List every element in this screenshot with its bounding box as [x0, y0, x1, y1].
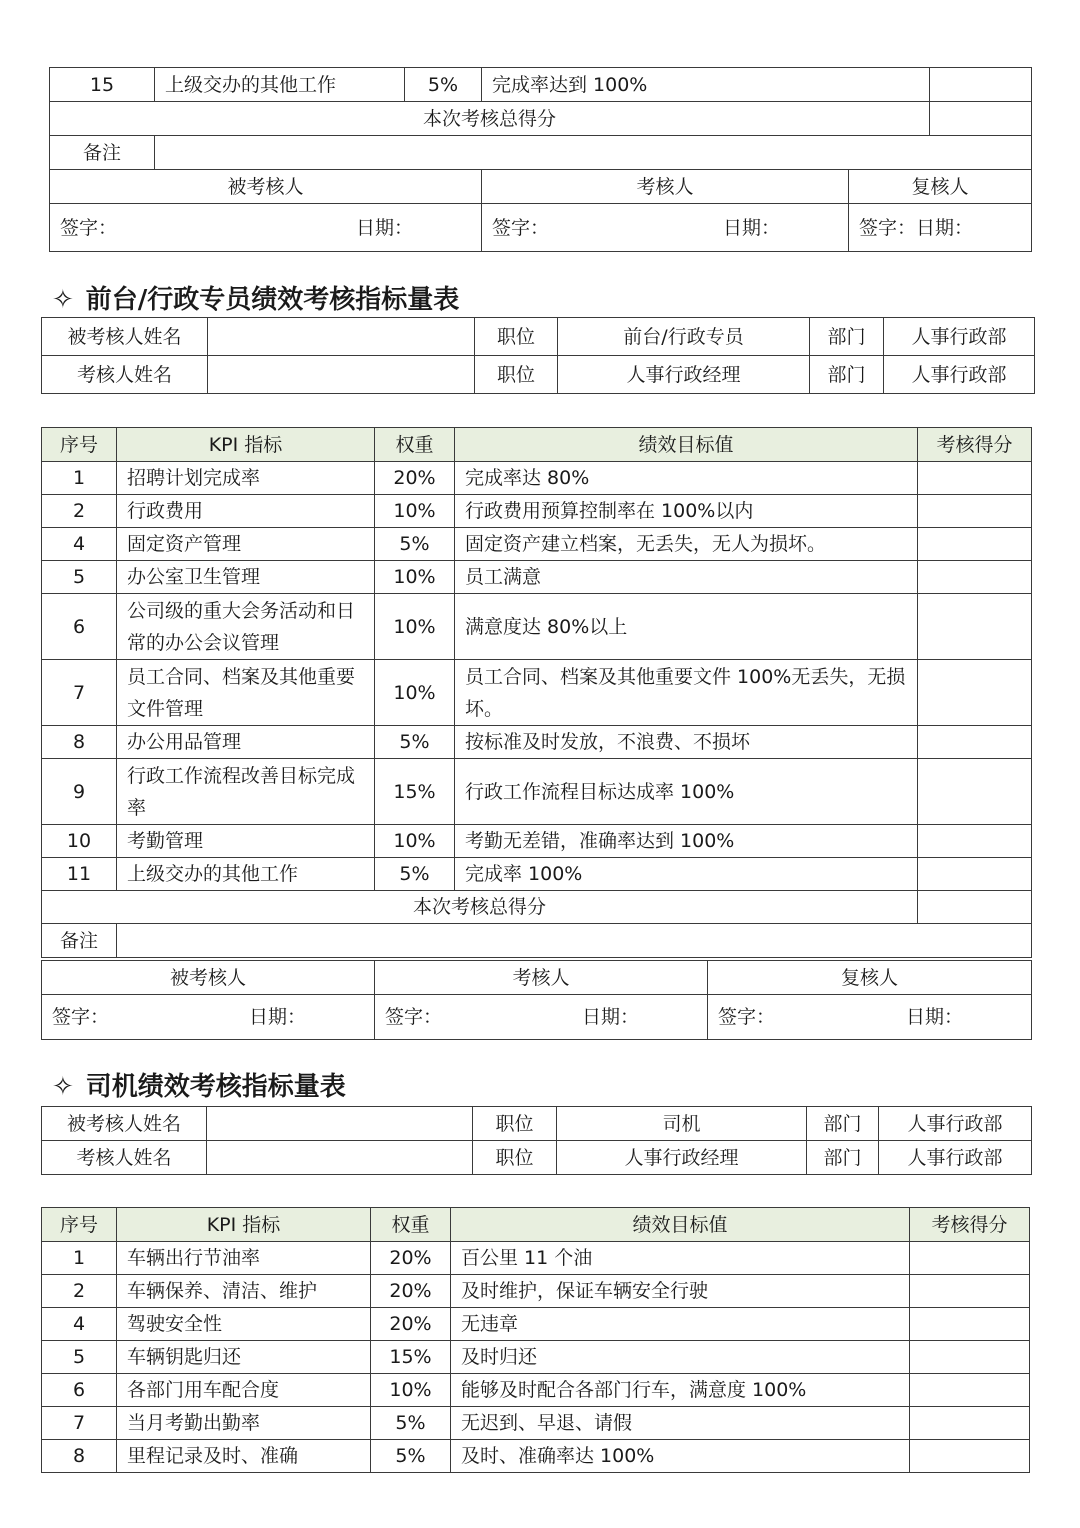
row-score[interactable]: [918, 759, 1032, 825]
row-target: 按标准及时发放，不浪费、不损坏: [455, 726, 918, 759]
row-kpi: 办公用品管理: [117, 726, 375, 759]
row-kpi: 驾驶安全性: [117, 1308, 371, 1341]
row-no: 2: [42, 495, 117, 528]
row-kpi: 考勤管理: [117, 825, 375, 858]
table-row: [42, 561, 1032, 594]
section-title-front-desk: [52, 283, 459, 317]
row-target: 固定资产建立档案，无丢失，无人为损坏。: [455, 528, 918, 561]
date-label: 日期：: [248, 1006, 306, 1028]
table-row: [42, 1440, 1030, 1473]
position-label: 职位: [473, 1107, 557, 1141]
row-no: 7: [42, 660, 117, 726]
sign-label: 签字：: [60, 216, 118, 239]
row-target: 完成率 100%: [455, 858, 918, 891]
total-score-value[interactable]: [918, 891, 1032, 924]
row-target: 完成率达到 100%: [482, 68, 930, 102]
previous-kpi-table-tail: [49, 67, 1032, 252]
appraiser-name-label: 考核人姓名: [42, 356, 208, 394]
col-header-weight: 权重: [371, 1208, 451, 1242]
sign-header-reviewer: 复核人: [708, 961, 1032, 995]
date-label: 日期：: [581, 1006, 639, 1028]
row-kpi: 车辆钥匙归还: [117, 1341, 371, 1374]
row-weight: 5%: [405, 68, 482, 102]
row-no: 6: [42, 1374, 117, 1407]
row-score[interactable]: [918, 528, 1032, 561]
row-weight: 5%: [371, 1440, 451, 1473]
row-kpi: 公司级的重大会务活动和日常的办公会议管理: [117, 594, 375, 660]
row-kpi: 固定资产管理: [117, 528, 375, 561]
row-no: 2: [42, 1275, 117, 1308]
row-weight: 5%: [375, 726, 455, 759]
row-score[interactable]: [918, 561, 1032, 594]
front-desk-info-table: [41, 317, 1035, 394]
date-label: 日期：: [722, 216, 780, 239]
appraiser-name-field[interactable]: [208, 356, 475, 394]
appraisee-name-field[interactable]: [208, 318, 475, 356]
col-header-score: 考核得分: [910, 1208, 1030, 1242]
row-kpi: 车辆保养、清洁、维护: [117, 1275, 371, 1308]
date-label: 日期：: [905, 1006, 963, 1028]
section-title-text: 司机绩效考核指标量表: [85, 1072, 346, 1102]
row-target: 无迟到、早退、请假: [451, 1407, 910, 1440]
row-kpi: 上级交办的其他工作: [117, 858, 375, 891]
row-weight: 10%: [375, 495, 455, 528]
total-score-label: 本次考核总得分: [50, 102, 930, 136]
row-weight: 10%: [375, 825, 455, 858]
row-score[interactable]: [930, 68, 1032, 102]
row-score[interactable]: [910, 1341, 1030, 1374]
row-weight: 10%: [375, 561, 455, 594]
department-label: 部门: [810, 356, 884, 394]
appraiser-name-label: 考核人姓名: [42, 1141, 207, 1175]
table-row: [42, 594, 1032, 660]
row-no: 1: [42, 1242, 117, 1275]
row-kpi: 办公室卫生管理: [117, 561, 375, 594]
driver-info-table: [41, 1106, 1032, 1175]
department-label: 部门: [810, 318, 884, 356]
row-no: 6: [42, 594, 117, 660]
sparkle-icon: ✧: [52, 285, 74, 315]
row-no: 9: [42, 759, 117, 825]
row-weight: 15%: [371, 1341, 451, 1374]
row-score[interactable]: [918, 495, 1032, 528]
date-label: 日期：: [916, 216, 974, 239]
row-weight: 20%: [371, 1242, 451, 1275]
row-target: 员工合同、档案及其他重要文件 100%无丢失，无损坏。: [455, 660, 918, 726]
row-target: 行政工作流程目标达成率 100%: [455, 759, 918, 825]
table-row: [50, 68, 1032, 102]
row-no: 11: [42, 858, 117, 891]
table-row: [42, 726, 1032, 759]
table-row: [42, 1374, 1030, 1407]
row-target: 员工满意: [455, 561, 918, 594]
appraisee-name-label: 被考核人姓名: [42, 1107, 207, 1141]
front-desk-kpi-table: [41, 427, 1032, 958]
row-weight: 10%: [371, 1374, 451, 1407]
sign-label: 签字：: [385, 1006, 443, 1028]
department-value: 人事行政部: [884, 356, 1035, 394]
sign-header-appraiser: 考核人: [482, 170, 849, 204]
row-kpi: 招聘计划完成率: [117, 462, 375, 495]
sign-header-appraisee: 被考核人: [50, 170, 482, 204]
position-value: 司机: [557, 1107, 807, 1141]
row-score[interactable]: [918, 858, 1032, 891]
table-row: [42, 495, 1032, 528]
remark-field[interactable]: [155, 136, 1032, 170]
department-value: 人事行政部: [879, 1141, 1032, 1175]
col-header-target: 绩效目标值: [451, 1208, 910, 1242]
row-target: 考勤无差错，准确率达到 100%: [455, 825, 918, 858]
row-target: 无违章: [451, 1308, 910, 1341]
row-weight: 20%: [371, 1275, 451, 1308]
driver-kpi-table: [41, 1207, 1030, 1473]
sign-label: 签字：: [52, 1006, 110, 1028]
row-no: 7: [42, 1407, 117, 1440]
row-kpi: 行政费用: [117, 495, 375, 528]
row-no: 10: [42, 825, 117, 858]
row-target: 百公里 11 个油: [451, 1242, 910, 1275]
sign-cell-appraiser[interactable]: [375, 995, 708, 1040]
row-kpi: 员工合同、档案及其他重要文件管理: [117, 660, 375, 726]
row-kpi: 车辆出行节油率: [117, 1242, 371, 1275]
sign-header-appraisee: 被考核人: [42, 961, 375, 995]
position-value: 前台/行政专员: [558, 318, 810, 356]
table-row: [42, 462, 1032, 495]
col-header-no: 序号: [42, 428, 117, 462]
remark-label: 备注: [50, 136, 155, 170]
table-row: [42, 528, 1032, 561]
row-weight: 20%: [375, 462, 455, 495]
position-label: 职位: [475, 356, 558, 394]
row-weight: 15%: [375, 759, 455, 825]
position-label: 职位: [473, 1141, 557, 1175]
row-no: 4: [42, 528, 117, 561]
row-weight: 5%: [375, 858, 455, 891]
row-score[interactable]: [918, 462, 1032, 495]
position-value: 人事行政经理: [557, 1141, 807, 1175]
row-score[interactable]: [910, 1374, 1030, 1407]
department-value: 人事行政部: [879, 1107, 1032, 1141]
row-target: 满意度达 80%以上: [455, 594, 918, 660]
row-no: 4: [42, 1308, 117, 1341]
front-desk-sign-table: [41, 960, 1032, 1040]
row-kpi: 里程记录及时、准确: [117, 1440, 371, 1473]
sign-cell-reviewer[interactable]: [849, 204, 1032, 252]
total-score-label: 本次考核总得分: [42, 891, 918, 924]
row-target: 完成率达 80%: [455, 462, 918, 495]
row-target: 及时归还: [451, 1341, 910, 1374]
row-score[interactable]: [910, 1275, 1030, 1308]
appraisee-name-label: 被考核人姓名: [42, 318, 208, 356]
row-kpi: 行政工作流程改善目标完成率: [117, 759, 375, 825]
row-no: 1: [42, 462, 117, 495]
row-no: 5: [42, 1341, 117, 1374]
table-row: [42, 759, 1032, 825]
row-kpi: 各部门用车配合度: [117, 1374, 371, 1407]
row-weight: 5%: [371, 1407, 451, 1440]
row-score[interactable]: [910, 1308, 1030, 1341]
row-target: 能够及时配合各部门行车，满意度 100%: [451, 1374, 910, 1407]
appraisee-name-field[interactable]: [207, 1107, 473, 1141]
sign-header-reviewer: 复核人: [849, 170, 1032, 204]
row-kpi: 上级交办的其他工作: [155, 68, 405, 102]
department-label: 部门: [807, 1107, 879, 1141]
position-label: 职位: [475, 318, 558, 356]
row-target: 及时维护，保证车辆安全行驶: [451, 1275, 910, 1308]
row-no: 8: [42, 726, 117, 759]
row-score[interactable]: [918, 660, 1032, 726]
section-title-driver: [52, 1070, 346, 1104]
row-weight: 10%: [375, 594, 455, 660]
row-score[interactable]: [910, 1242, 1030, 1275]
row-kpi: 当月考勤出勤率: [117, 1407, 371, 1440]
row-score[interactable]: [918, 726, 1032, 759]
table-row: [42, 825, 1032, 858]
date-label: 日期：: [355, 216, 413, 239]
row-weight: 5%: [375, 528, 455, 561]
table-row: [42, 1242, 1030, 1275]
remark-field[interactable]: [117, 924, 1032, 958]
sign-label: 签字：: [859, 216, 917, 239]
col-header-target: 绩效目标值: [455, 428, 918, 462]
table-row: [42, 1308, 1030, 1341]
department-label: 部门: [807, 1141, 879, 1175]
sign-label: 签字：: [718, 1006, 776, 1028]
row-no: 15: [50, 68, 155, 102]
row-target: 及时、准确率达 100%: [451, 1440, 910, 1473]
position-value: 人事行政经理: [558, 356, 810, 394]
total-score-value[interactable]: [930, 102, 1032, 136]
sign-label: 签字：: [492, 216, 550, 239]
sparkle-icon: ✧: [52, 1072, 74, 1102]
table-row: [42, 858, 1032, 891]
row-score[interactable]: [918, 594, 1032, 660]
row-weight: 10%: [375, 660, 455, 726]
sign-cell-appraiser[interactable]: [482, 204, 849, 252]
col-header-weight: 权重: [375, 428, 455, 462]
col-header-kpi: KPI 指标: [117, 428, 375, 462]
row-no: 8: [42, 1440, 117, 1473]
sign-cell-appraisee[interactable]: [50, 204, 482, 252]
row-target: 行政费用预算控制率在 100%以内: [455, 495, 918, 528]
col-header-score: 考核得分: [918, 428, 1032, 462]
row-score[interactable]: [918, 825, 1032, 858]
sign-header-appraiser: 考核人: [375, 961, 708, 995]
sign-cell-reviewer[interactable]: [708, 995, 1032, 1040]
col-header-no: 序号: [42, 1208, 117, 1242]
row-no: 5: [42, 561, 117, 594]
table-row: [42, 1407, 1030, 1440]
row-weight: 20%: [371, 1308, 451, 1341]
department-value: 人事行政部: [884, 318, 1035, 356]
sign-cell-appraisee[interactable]: [42, 995, 375, 1040]
row-score[interactable]: [910, 1407, 1030, 1440]
row-score[interactable]: [910, 1440, 1030, 1473]
section-title-text: 前台/行政专员绩效考核指标量表: [85, 285, 460, 315]
table-row: [42, 660, 1032, 726]
appraiser-name-field[interactable]: [207, 1141, 473, 1175]
table-row: [42, 1341, 1030, 1374]
col-header-kpi: KPI 指标: [117, 1208, 371, 1242]
remark-label: 备注: [42, 924, 117, 958]
table-row: [42, 1275, 1030, 1308]
